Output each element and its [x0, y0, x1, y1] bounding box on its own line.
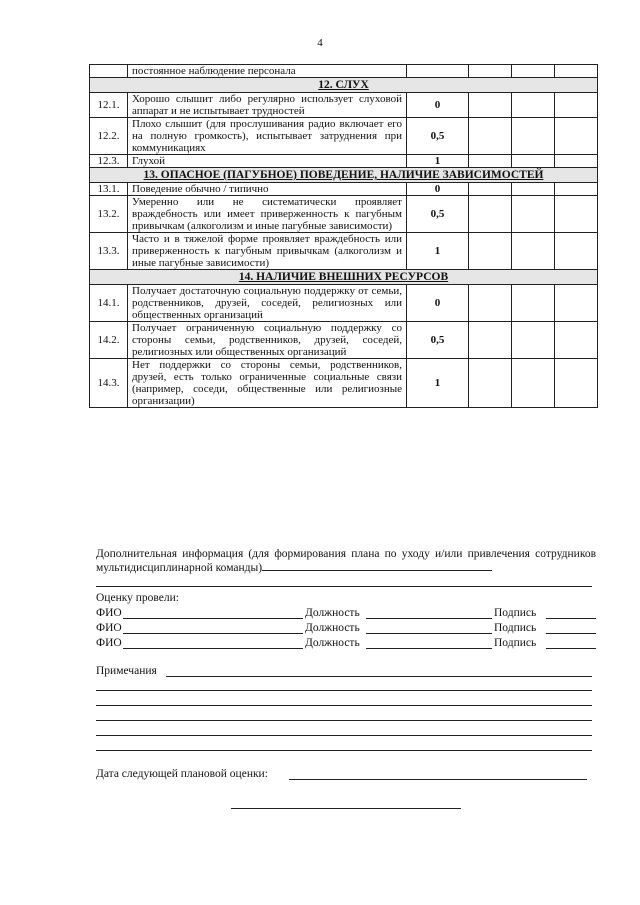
- item-description: постоянное наблюдение персонала: [128, 65, 407, 78]
- additional-info-label: Дополнительная информация (для формирования плана по уходу и/или привлечения сотрудников мультидисциплинарной команды): [96, 548, 596, 574]
- item-number: 14.2.: [90, 322, 128, 359]
- mark-cell[interactable]: [512, 65, 555, 78]
- mark-cell[interactable]: [469, 183, 512, 196]
- fio-label: ФИО: [96, 622, 122, 634]
- item-description: Плохо слышит (для прослушивания радио включает его на полную громкость), испытывает затруднения при коммуникациях: [128, 118, 407, 155]
- signature-label: Подпись: [494, 607, 537, 619]
- mark-cell[interactable]: [512, 183, 555, 196]
- item-number: 12.2.: [90, 118, 128, 155]
- item-score: 0,5: [407, 322, 469, 359]
- mark-cell[interactable]: [469, 118, 512, 155]
- item-score: 0,5: [407, 118, 469, 155]
- mark-cell[interactable]: [469, 93, 512, 118]
- item-description: Умеренно или не систематически проявляет враждебность или имеет приверженность к пагубным привычкам (алкоголизм и иные пагубные зависимости): [128, 196, 407, 233]
- table-row: [90, 233, 598, 270]
- fio-line[interactable]: [123, 648, 303, 649]
- mark-cell[interactable]: [555, 183, 598, 196]
- item-number: 13.2.: [90, 196, 128, 233]
- notes-line-3[interactable]: [96, 705, 592, 706]
- signature-line[interactable]: [546, 618, 596, 619]
- item-description: Часто и в тяжелой форме проявляет враждебность или приверженность к пагубным привычкам (алкоголизм и иные пагубные зависимости): [128, 233, 407, 270]
- mark-cell[interactable]: [555, 322, 598, 359]
- notes-line-6[interactable]: [96, 750, 592, 751]
- table-row: [90, 93, 598, 118]
- assessment-table: [89, 64, 598, 408]
- item-score: 0,5: [407, 196, 469, 233]
- item-score: 1: [407, 233, 469, 270]
- mark-cell[interactable]: [512, 155, 555, 168]
- position-label: Должность: [305, 607, 360, 619]
- section-header: [90, 270, 598, 285]
- fio-line[interactable]: [123, 618, 303, 619]
- table-row: [90, 183, 598, 196]
- item-score: 1: [407, 155, 469, 168]
- position-line[interactable]: [366, 618, 492, 619]
- table-row: [90, 322, 598, 359]
- mark-cell[interactable]: [469, 285, 512, 322]
- item-score: 0: [407, 285, 469, 322]
- item-description: Нет поддержки со стороны семьи, родственников, друзей, есть только ограниченные социальные связи (например, соседи, общественные или религиозные организации): [128, 359, 407, 408]
- position-label: Должность: [305, 637, 360, 649]
- table-row: [90, 359, 598, 408]
- fio-label: ФИО: [96, 607, 122, 619]
- section-title: 13. ОПАСНОЕ (ПАГУБНОЕ) ПОВЕДЕНИЕ, НАЛИЧИЕ ЗАВИСИМОСТЕЙ: [90, 168, 598, 183]
- mark-cell[interactable]: [512, 196, 555, 233]
- signature-label: Подпись: [494, 637, 537, 649]
- mark-cell[interactable]: [469, 196, 512, 233]
- item-description: Глухой: [128, 155, 407, 168]
- mark-cell[interactable]: [555, 65, 598, 78]
- table-row: [90, 285, 598, 322]
- item-description: Поведение обычно / типично: [128, 183, 407, 196]
- assessors-title: Оценку провели:: [96, 592, 179, 604]
- section-title: 12. СЛУХ: [90, 78, 598, 93]
- notes-line-1[interactable]: [166, 676, 592, 677]
- item-description: Получает достаточную социальную поддержку от семьи, родственников, друзей, соседей, религиозных или общественных организаций: [128, 285, 407, 322]
- table-row: [90, 65, 598, 78]
- item-score: 0: [407, 93, 469, 118]
- mark-cell[interactable]: [512, 285, 555, 322]
- item-description: Получает ограниченную социальную поддержку со стороны семьи, родственников, друзей, соседей, религиозных или общественных организаций: [128, 322, 407, 359]
- mark-cell[interactable]: [555, 233, 598, 270]
- signature-label: Подпись: [494, 622, 537, 634]
- item-score: 0: [407, 183, 469, 196]
- page-number: 4: [317, 37, 323, 49]
- item-number: 12.1.: [90, 93, 128, 118]
- notes-label: Примечания: [96, 665, 157, 677]
- mark-cell[interactable]: [512, 322, 555, 359]
- additional-info: [96, 547, 596, 575]
- mark-cell[interactable]: [555, 155, 598, 168]
- mark-cell[interactable]: [555, 93, 598, 118]
- fio-line[interactable]: [123, 633, 303, 634]
- section-header: [90, 78, 598, 93]
- mark-cell[interactable]: [555, 118, 598, 155]
- item-number: [90, 65, 128, 78]
- notes-line-2[interactable]: [96, 690, 592, 691]
- item-score: [407, 65, 469, 78]
- next-assessment-line[interactable]: [289, 779, 587, 780]
- fio-label: ФИО: [96, 637, 122, 649]
- item-number: 14.1.: [90, 285, 128, 322]
- item-number: 12.3.: [90, 155, 128, 168]
- item-number: 13.1.: [90, 183, 128, 196]
- section-header: [90, 168, 598, 183]
- signature-line[interactable]: [546, 648, 596, 649]
- mark-cell[interactable]: [512, 359, 555, 408]
- table-row: [90, 155, 598, 168]
- mark-cell[interactable]: [512, 118, 555, 155]
- additional-info-line[interactable]: [262, 570, 492, 571]
- mark-cell[interactable]: [469, 359, 512, 408]
- position-line[interactable]: [366, 633, 492, 634]
- section-title: 14. НАЛИЧИЕ ВНЕШНИХ РЕСУРСОВ: [90, 270, 598, 285]
- mark-cell[interactable]: [512, 93, 555, 118]
- mark-cell[interactable]: [555, 196, 598, 233]
- mark-cell[interactable]: [469, 233, 512, 270]
- mark-cell[interactable]: [469, 65, 512, 78]
- additional-info-line-2[interactable]: [96, 586, 592, 587]
- item-description: Хорошо слышит либо регулярно использует слуховой аппарат и не испытывает трудностей: [128, 93, 407, 118]
- item-number: 13.3.: [90, 233, 128, 270]
- table-row: [90, 196, 598, 233]
- mark-cell[interactable]: [555, 285, 598, 322]
- bottom-separator: [231, 808, 461, 809]
- mark-cell[interactable]: [512, 233, 555, 270]
- notes-line-5[interactable]: [96, 735, 592, 736]
- mark-cell[interactable]: [469, 322, 512, 359]
- position-line[interactable]: [366, 648, 492, 649]
- notes-line-4[interactable]: [96, 720, 592, 721]
- mark-cell[interactable]: [469, 155, 512, 168]
- signature-line[interactable]: [546, 633, 596, 634]
- table-row: [90, 118, 598, 155]
- mark-cell[interactable]: [555, 359, 598, 408]
- next-assessment-label: Дата следующей плановой оценки:: [96, 768, 268, 780]
- position-label: Должность: [305, 622, 360, 634]
- item-score: 1: [407, 359, 469, 408]
- item-number: 14.3.: [90, 359, 128, 408]
